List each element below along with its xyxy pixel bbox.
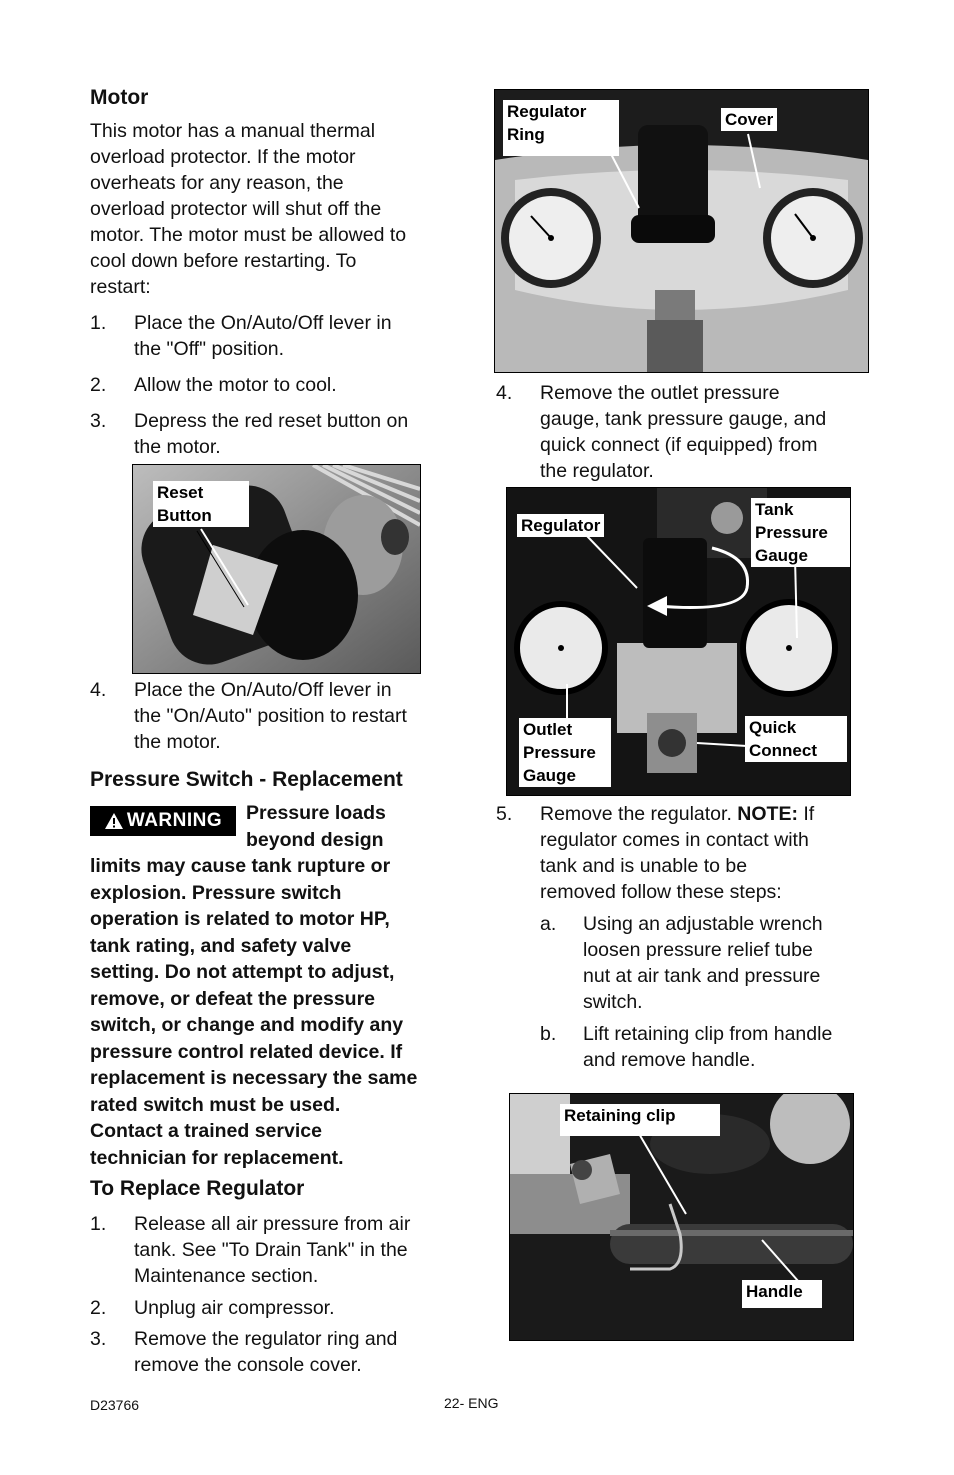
outlet-pressure-gauge-label: Outlet Pressure Gauge [519,718,611,787]
right-step-5: 5. Remove the regulator. NOTE: If regulator comes in contact with tank and is unable to be removed follow these steps: [496,803,815,903]
motor-intro: This motor has a manual thermal overload protector. If the motor overheats for any reason, the overload protector will shut off the motor. The motor must be allowed to cool down before restarting. To restart: [90,120,407,298]
regulator-label: Regulator [517,514,604,537]
regulator-step-1: 1. Release all air pressure from air tank. See "To Drain Tank" in the Maintenance section. [90,1213,411,1287]
warning-text-top: Pressure loads beyond design [246,802,386,851]
doc-number: D23766 [90,1397,140,1413]
warning-badge: WARNING [90,806,236,836]
substep-a: a. Using an adjustable wrench loosen pressure relief tube nut at air tank and pressure switch. [540,913,823,1013]
warning-triangle-icon [104,812,124,830]
substep-b: b. Lift retaining clip from handle and remove handle. [540,1023,833,1071]
handle-label: Handle [742,1280,822,1308]
motor-heading: Motor [90,86,149,109]
motor-step-2: 2. Allow the motor to cool. [90,374,337,396]
regulator-ring-label: Regulator Ring [503,100,619,156]
cover-label: Cover [721,108,777,131]
warning-text-body: limits may cause tank rupture or explosion. Pressure switch operation is related to motor HP, tank rating, and safety valve setting. Do not attempt to adjust, remove, or defeat the pressure switch, or change and modify any pressure control related device. If replacement is necessary the same rated switch must be used. Contact a trained service technician for replacement. [90,855,418,1169]
retaining-clip-photo [509,1093,854,1341]
motor-step-4: 4. Place the On/Auto/Off lever in the "On/Auto" position to restart the motor. [90,679,407,753]
motor-reset-photo [132,464,421,674]
motor-step-3: 3. Depress the red reset button on the motor. [90,410,409,458]
quick-connect-label: Quick Connect [745,716,847,762]
right-step-4: 4. Remove the outlet pressure gauge, tank pressure gauge, and quick connect (if equipped) from the regulator. [496,382,827,482]
regulator-parts-photo [506,487,851,796]
tank-pressure-gauge-label: Tank Pressure Gauge [751,498,851,567]
regulator-ring-photo [494,89,869,373]
regulator-step-3: 3. Remove the regulator ring and remove the console cover. [90,1328,398,1376]
motor-step-1: 1. Place the On/Auto/Off lever in the "Off" position. [90,312,392,360]
pressure-switch-heading: Pressure Switch - Replacement [90,768,403,791]
replace-regulator-heading: To Replace Regulator [90,1177,305,1200]
retaining-clip-label: Retaining clip [560,1104,720,1136]
page-number: 22- ENG [444,1395,499,1411]
reset-button-label: Reset Button [153,481,249,527]
regulator-step-2: 2. Unplug air compressor. [90,1297,335,1319]
